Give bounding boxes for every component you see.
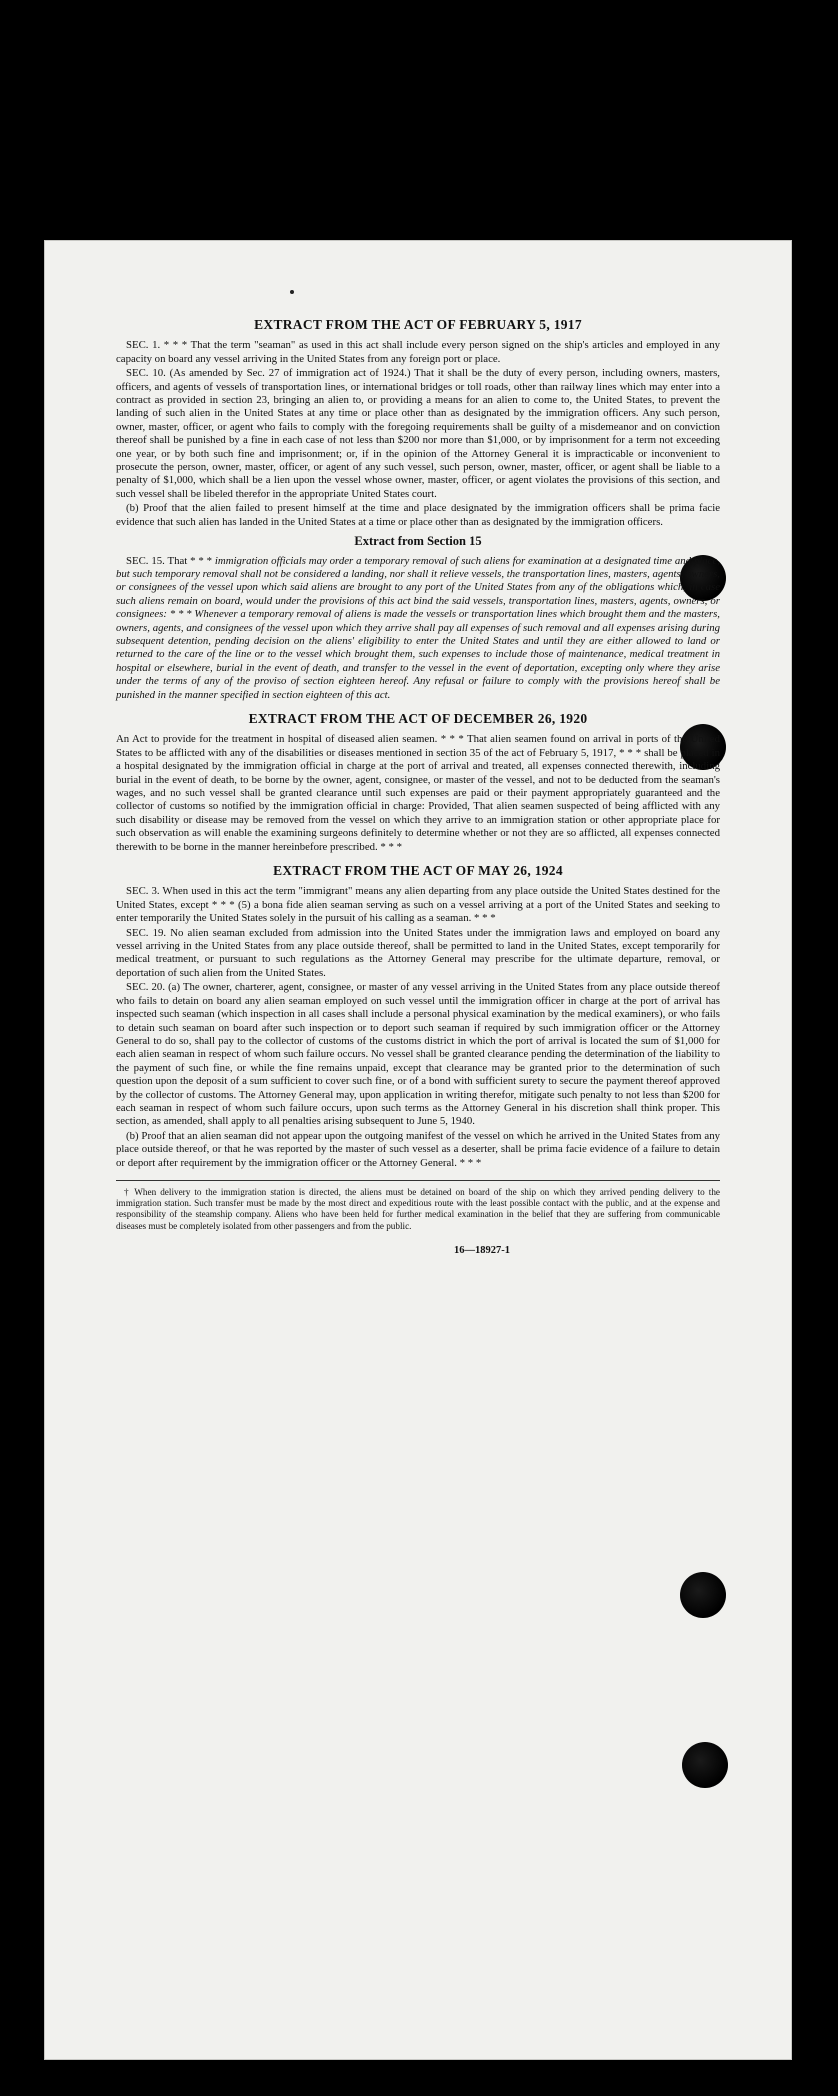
heading-act-1920: EXTRACT FROM THE ACT OF DECEMBER 26, 1920 xyxy=(248,710,588,726)
paragraph-sec-15 xyxy=(116,555,720,702)
paragraph-sec-1: SEC. 1. * * * That the term "seaman" as used in this act shall include every person signed on the ship's articles and employed in any capacity on board any vessel arriving in the United States from any foreign port or place. xyxy=(116,339,720,365)
speck xyxy=(290,290,294,294)
punch-hole xyxy=(682,1742,728,1788)
paragraph-sec-3: SEC. 3. When used in this act the term "immigrant" means any alien departing from any place outside the United States destined for the United States, except * * * (5) a bona fide alien seaman serving as such on a vessel arriving at a port of the United States and seeking to enter temporarily the United States solely in the pursuit of his calling as a seaman. * * * xyxy=(116,885,720,925)
document-body xyxy=(116,318,720,1257)
heading-section-15: Extract from Section 15 xyxy=(354,534,482,549)
heading-act-1924: EXTRACT FROM THE ACT OF MAY 26, 1924 xyxy=(273,863,563,879)
paragraph-sec-19: SEC. 19. No alien seaman excluded from admission into the United States under the immigration laws and employed on board any vessel arriving in the United States from any place outside thereof, shall be permitted to land in the United States, except temporarily for medical treatment, or pursuant to such regulations as the Attorney General may prescribe for the ultimate departure, removal, or deportation of such alien from the United States. xyxy=(116,926,720,979)
paragraph-sec-10: SEC. 10. (As amended by Sec. 27 of immigration act of 1924.) That it shall be the duty of every person, including owners, masters, officers, and agents of vessels of transportation lines, or international bridges or toll roads, other than railway lines which may enter into a contract as provided in section 23, bringing an alien to, or providing a means for an alien to come to, the United States, to prevent the landing of such alien in the United States at any time or place other than as designated by the immigration officers. Any such person, owner, master, officer, or agent who fails to comply with the foregoing requirements shall be guilty of a misdemeanor and on conviction thereof shall be punished by a fine in each case of not less than $200 nor more than $1,000, or by imprisonment for a term not exceeding one year, or by both such fine and imprisonment; or, if in the opinion of the Attorney General it is impracticable or inconvenient to prosecute the person, owner, master, officer, or agent of any such vessel, such person, owner, master, officer, or agent shall be liable to a penalty of $1,000, which shall be a lien upon the vessel whose owner, master, officer, or agent violates the provisions of this section, and such vessel shall be libeled therefor in the appropriate United States court. xyxy=(116,367,720,500)
heading-act-1917: EXTRACT FROM THE ACT OF FEBRUARY 5, 1917 xyxy=(254,317,582,332)
document-page xyxy=(44,240,792,2060)
footnote-text: † When delivery to the immigration station is directed, the aliens must be detained on board of the ship on which they arrived pending delivery to the immigration station. Such transfer must be made by the most direct and expeditious route with the least possible contact with the public, and at the expense and responsibility of the steamship company. Aliens who have been held for further medical examination in the belief that they are suffering from communicable diseases must be completely isolated from other passengers and from the public. xyxy=(116,1186,720,1231)
sec-15-lead: SEC. 15. That * * * xyxy=(126,554,215,567)
paragraph-act-1920: An Act to provide for the treatment in hospital of diseased alien seamen. * * * That alien seamen found on arrival in ports of the United States to be afflicted with any of the disabilities or diseases mentioned in section 35 of the act of February 5, 1917, * * * shall be placed in a hospital designated by the immigration official in charge at the port of arrival and treated, all expenses connected therewith, including burial in the event of death, to be borne by the owner, agent, consignee, or master of the vessel, and not to be deducted from the seaman's wages, and no such vessel shall be granted clearance until such expenses are paid or their payment appropriately guaranteed and the collector of customs so notified by the immigration official in charge: Provided, That alien seamen suspected of being afflicted with any such disability or disease may be removed from the vessel on which they arrive to an immigration station or other appropriate place for such observation as will enable the examining surgeons definitely to determine whether or not they are so afflicted, all expenses connected therewith to be borne in the manner hereinbefore prescribed. * * * xyxy=(116,733,720,853)
paragraph-sec-10-b: (b) Proof that the alien failed to present himself at the time and place designated by the immigration officers shall be prima facie evidence that such alien has landed in the United States at a time or place other than as designated by the immigration officers. xyxy=(116,502,720,528)
form-number: 16—18927-1 xyxy=(454,1244,510,1256)
sec-15-text: immigration officials may order a temporary removal of such aliens for examination at a designated time and place, but such temporary removal shall not be considered a landing, nor shall it relieve vessels, the transportation lines, masters, agents, owners, or consignees of the vessel upon which said aliens are brought to any port of the United States from any of the obligations which, in case such aliens remain on board, would under the provisions of this act bind the said vessels, transportation lines, masters, agents, owners, or consignees: * * * Whenever a temporary removal of aliens is made the vessels or transportation lines which brought them and the masters, owners, agents, and consignees of the vessel upon which they arrive shall pay all expenses of such removal and all expenses arising during subsequent detention, pending decision on the aliens' eligibility to enter the United States and until they are either allowed to land or returned to the care of the line or to the vessel which brought them, such expenses to include those of maintenance, medical treatment in hospital or elsewhere, burial in the event of death, and transfer to the vessel in the event of deportation, excepting only where they arise under the terms of any of the proviso of section eighteen hereof. Any refusal or failure to comply with the provisions hereof shall be punished in the manner specified in section eighteen of this act. xyxy=(116,554,720,701)
footnote xyxy=(116,1180,720,1232)
paragraph-sec-20-b: (b) Proof that an alien seaman did not appear upon the outgoing manifest of the vessel on which he arrived in the United States from any place outside thereof, or that he was reported by the master of such vessel as a deserter, shall be prima facie evidence of a failure to detain or deport after requirement by the immigration officer or the Attorney General. * * * xyxy=(116,1129,720,1169)
paragraph-sec-20-a: SEC. 20. (a) The owner, charterer, agent, consignee, or master of any vessel arriving in the United States from any place outside thereof who fails to detain on board any alien seaman employed on such vessel until the immigration officer in charge at the port of arrival has inspected such seaman (which inspection in all cases shall include a personal physical examination by the medical examiners), or who fails to detain such seaman on board after such inspection or to deport such seaman if required by such immigration officer or the Attorney General to do so, shall pay to the collector of customs of the customs district in which the port of arrival is located the sum of $1,000 for each alien seaman in respect of whom such failure occurs. No vessel shall be granted clearance pending the determination of the liability to the payment of such fine, or while the fine remains unpaid, except that clearance may be granted prior to the determination of such question upon the deposit of a sum sufficient to cover such fine, or of a bond with sufficient surety to secure the payment thereof approved by the collector of customs. The Attorney General may, upon application in writing therefor, mitigate such penalty to not less than $200 for each seaman in respect of whom such failure occurs, upon such terms as the Attorney General in his discretion shall think proper. This section, as amended, shall apply to all penalties arising subsequent to June 5, 1940. xyxy=(116,981,720,1128)
punch-hole xyxy=(680,1572,726,1618)
